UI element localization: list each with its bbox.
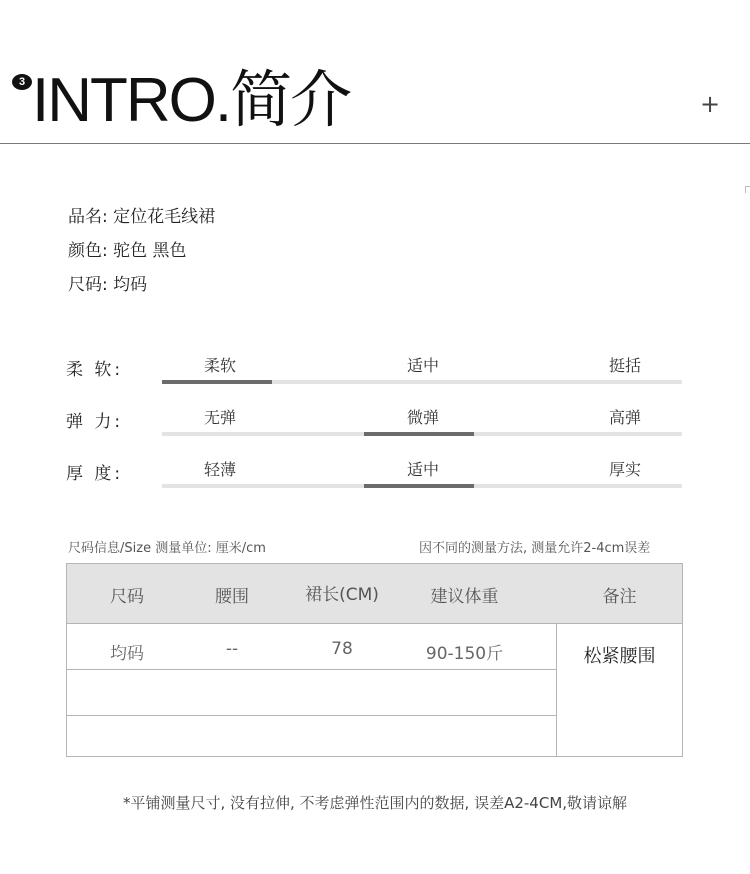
thickness-label: 厚 度:	[66, 464, 124, 484]
row-divider	[67, 669, 557, 670]
softness-scale-track	[162, 380, 682, 384]
page-title: INTRO.简介	[32, 66, 351, 135]
product-name: 品名: 定位花毛线裙	[68, 207, 216, 227]
elasticity-option-none: 无弹	[203, 408, 236, 427]
thickness-option-thin: 轻薄	[203, 460, 236, 479]
elasticity-option-slight: 微弹	[406, 408, 439, 427]
thickness-option-thick: 厚实	[608, 460, 641, 479]
thickness-scale-track	[162, 484, 682, 488]
header-weight: 建议体重	[430, 587, 499, 607]
elasticity-option-high: 高弹	[608, 408, 641, 427]
row-divider	[67, 715, 557, 716]
softness-scale-indicator	[162, 380, 272, 384]
table-cell: 78	[331, 639, 353, 659]
plus-icon[interactable]: +	[700, 90, 721, 118]
table-cell: --	[225, 639, 239, 659]
thickness-option-medium: 适中	[406, 460, 439, 479]
elasticity-scale-track	[162, 432, 682, 436]
size-info-caption: 尺码信息/Size 测量单位: 厘米/cm	[68, 541, 266, 556]
softness-label: 柔 软:	[66, 360, 124, 380]
header-divider	[0, 143, 750, 144]
product-size: 尺码: 均码	[68, 275, 148, 295]
header-remark: 备注	[602, 587, 637, 607]
table-cell: 均码	[110, 644, 144, 664]
header-length: 裙长(CM)	[305, 585, 379, 605]
softness-option-stiff: 挺括	[608, 356, 641, 375]
softness-option-soft: 柔软	[203, 356, 236, 375]
corner-mark	[745, 186, 750, 193]
elasticity-label: 弹 力:	[66, 412, 124, 432]
remark-cell: 松紧腰围	[583, 646, 656, 667]
measurement-footnote: *平铺测量尺寸, 没有拉伸, 不考虑弹性范围内的数据, 误差A2-4CM,敬请谅解	[122, 794, 628, 812]
measurement-tolerance-note: 因不同的测量方法, 测量允许2-4cm误差	[419, 541, 651, 556]
elasticity-scale-indicator	[364, 432, 474, 436]
header-waist: 腰围	[215, 587, 249, 607]
softness-option-medium: 适中	[406, 356, 439, 375]
table-cell: 90-150斤	[425, 644, 504, 664]
header-size: 尺码	[110, 587, 144, 607]
chapter-number-badge: 3	[12, 74, 32, 90]
thickness-scale-indicator	[364, 484, 474, 488]
size-table	[66, 563, 683, 757]
product-color: 颜色: 驼色 黑色	[68, 241, 187, 261]
